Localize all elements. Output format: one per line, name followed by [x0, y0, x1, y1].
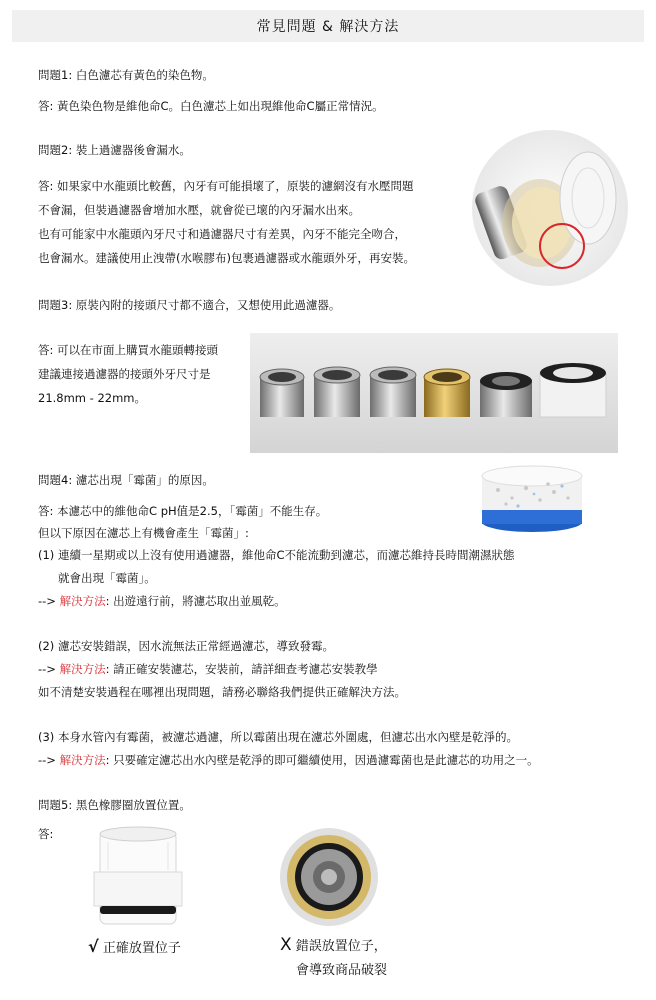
wrong-placement-photo: [278, 826, 380, 928]
question-2: 問題2: 裝上過濾器後會漏水。: [38, 143, 191, 157]
cross-icon: X: [280, 935, 292, 955]
check-icon: √: [88, 937, 99, 956]
answer-3-line-1: 答: 可以在市面上購買水龍頭轉接頭: [38, 343, 219, 357]
answer-2-line-4: 也會漏水。建議使用止洩帶(水喉膠布)包裹過濾器或水龍頭外牙，再安裝。: [38, 251, 415, 265]
wrong-caption-line-2: 會導致商品破裂: [296, 963, 388, 978]
solution-2-cont: 如不清楚安裝過程在哪裡出現問題，請務必聯絡我們提供正確解決方法。: [38, 685, 406, 699]
solution-2: [38, 661, 378, 677]
question-4: 問題4: 濾芯出現「霉菌」的原因。: [38, 473, 214, 487]
solution-text: : 只要確定濾芯出水內壁是乾淨的即可繼續使用，因過濾霉菌也是此濾芯的功用之一。: [105, 753, 539, 767]
reason-3: (3) 本身水管內有霉菌，被濾芯過濾，所以霉菌出現在濾芯外圍處，但濾芯出水內壁是乾淨的。: [38, 730, 518, 744]
correct-placement-photo: [88, 822, 188, 932]
correct-caption-text: 正確放置位子: [102, 941, 181, 956]
filter-leak-photo: [470, 128, 630, 288]
answer-3-line-3: 21.8mm - 22mm。: [38, 391, 147, 405]
answer-4-line-2: 但以下原因在濾芯上有機會產生「霉菌」:: [38, 526, 249, 540]
wrong-caption-text: 錯誤放置位子，: [295, 939, 387, 954]
answer-5: 答:: [38, 827, 54, 841]
question-1: 問題1: 白色濾芯有黃色的染色物。: [38, 68, 214, 82]
correct-caption: [88, 937, 181, 956]
answer-2-line-2: 不會漏，但裝過濾器會增加水壓，就會從已壞的內牙漏水出來。: [38, 203, 360, 217]
adapters-photo: [250, 333, 618, 453]
cartridge-photo: [478, 462, 586, 534]
wrong-caption: [280, 935, 387, 955]
answer-2-line-1: 答: 如果家中水龍頭比較舊，內牙有可能損壞了，原裝的濾網沒有水壓問題: [38, 179, 414, 193]
answer-4-line-1: 答: 本濾芯中的維他命C pH值是2.5，「霉菌」不能生存。: [38, 504, 328, 518]
arrow-label: -->: [38, 594, 56, 608]
solution-label: 解決方法: [59, 753, 106, 767]
question-3: 問題3: 原裝內附的接頭尺寸都不適合，又想使用此過濾器。: [38, 298, 341, 312]
answer-2-line-3: 也有可能家中水龍頭內牙尺寸和過濾器尺寸有差異，內牙不能完全吻合，: [38, 227, 406, 241]
arrow-label: -->: [38, 753, 56, 767]
solution-3: [38, 752, 539, 768]
arrow-label: -->: [38, 662, 56, 676]
reason-1: (1) 連續一星期或以上沒有使用過濾器，維他命C不能流動到濾芯，而濾芯維持長時間潮濕狀態: [38, 548, 515, 562]
question-5: 問題5: 黑色橡膠圈放置位置。: [38, 798, 191, 812]
solution-label: 解決方法: [59, 662, 106, 676]
page-title: 常見問題 & 解決方法: [12, 10, 644, 42]
answer-3-line-2: 建議連接過濾器的接頭外牙尺寸是: [38, 367, 211, 381]
answer-1: 答: 黃色染色物是維他命C。白色濾芯上如出現維他命C屬正常情況。: [38, 99, 384, 113]
reason-2: (2) 濾芯安裝錯誤，因水流無法正常經過濾芯，導致發霉。: [38, 639, 334, 653]
solution-label: 解決方法: [59, 594, 106, 608]
solution-text: : 出遊遠行前，將濾芯取出並風乾。: [105, 594, 286, 608]
solution-1: [38, 593, 286, 609]
solution-text: : 請正確安裝濾芯，安裝前，請詳細查考濾芯安裝教學: [105, 662, 378, 676]
reason-1-cont: 就會出現「霉菌」。: [58, 571, 156, 585]
